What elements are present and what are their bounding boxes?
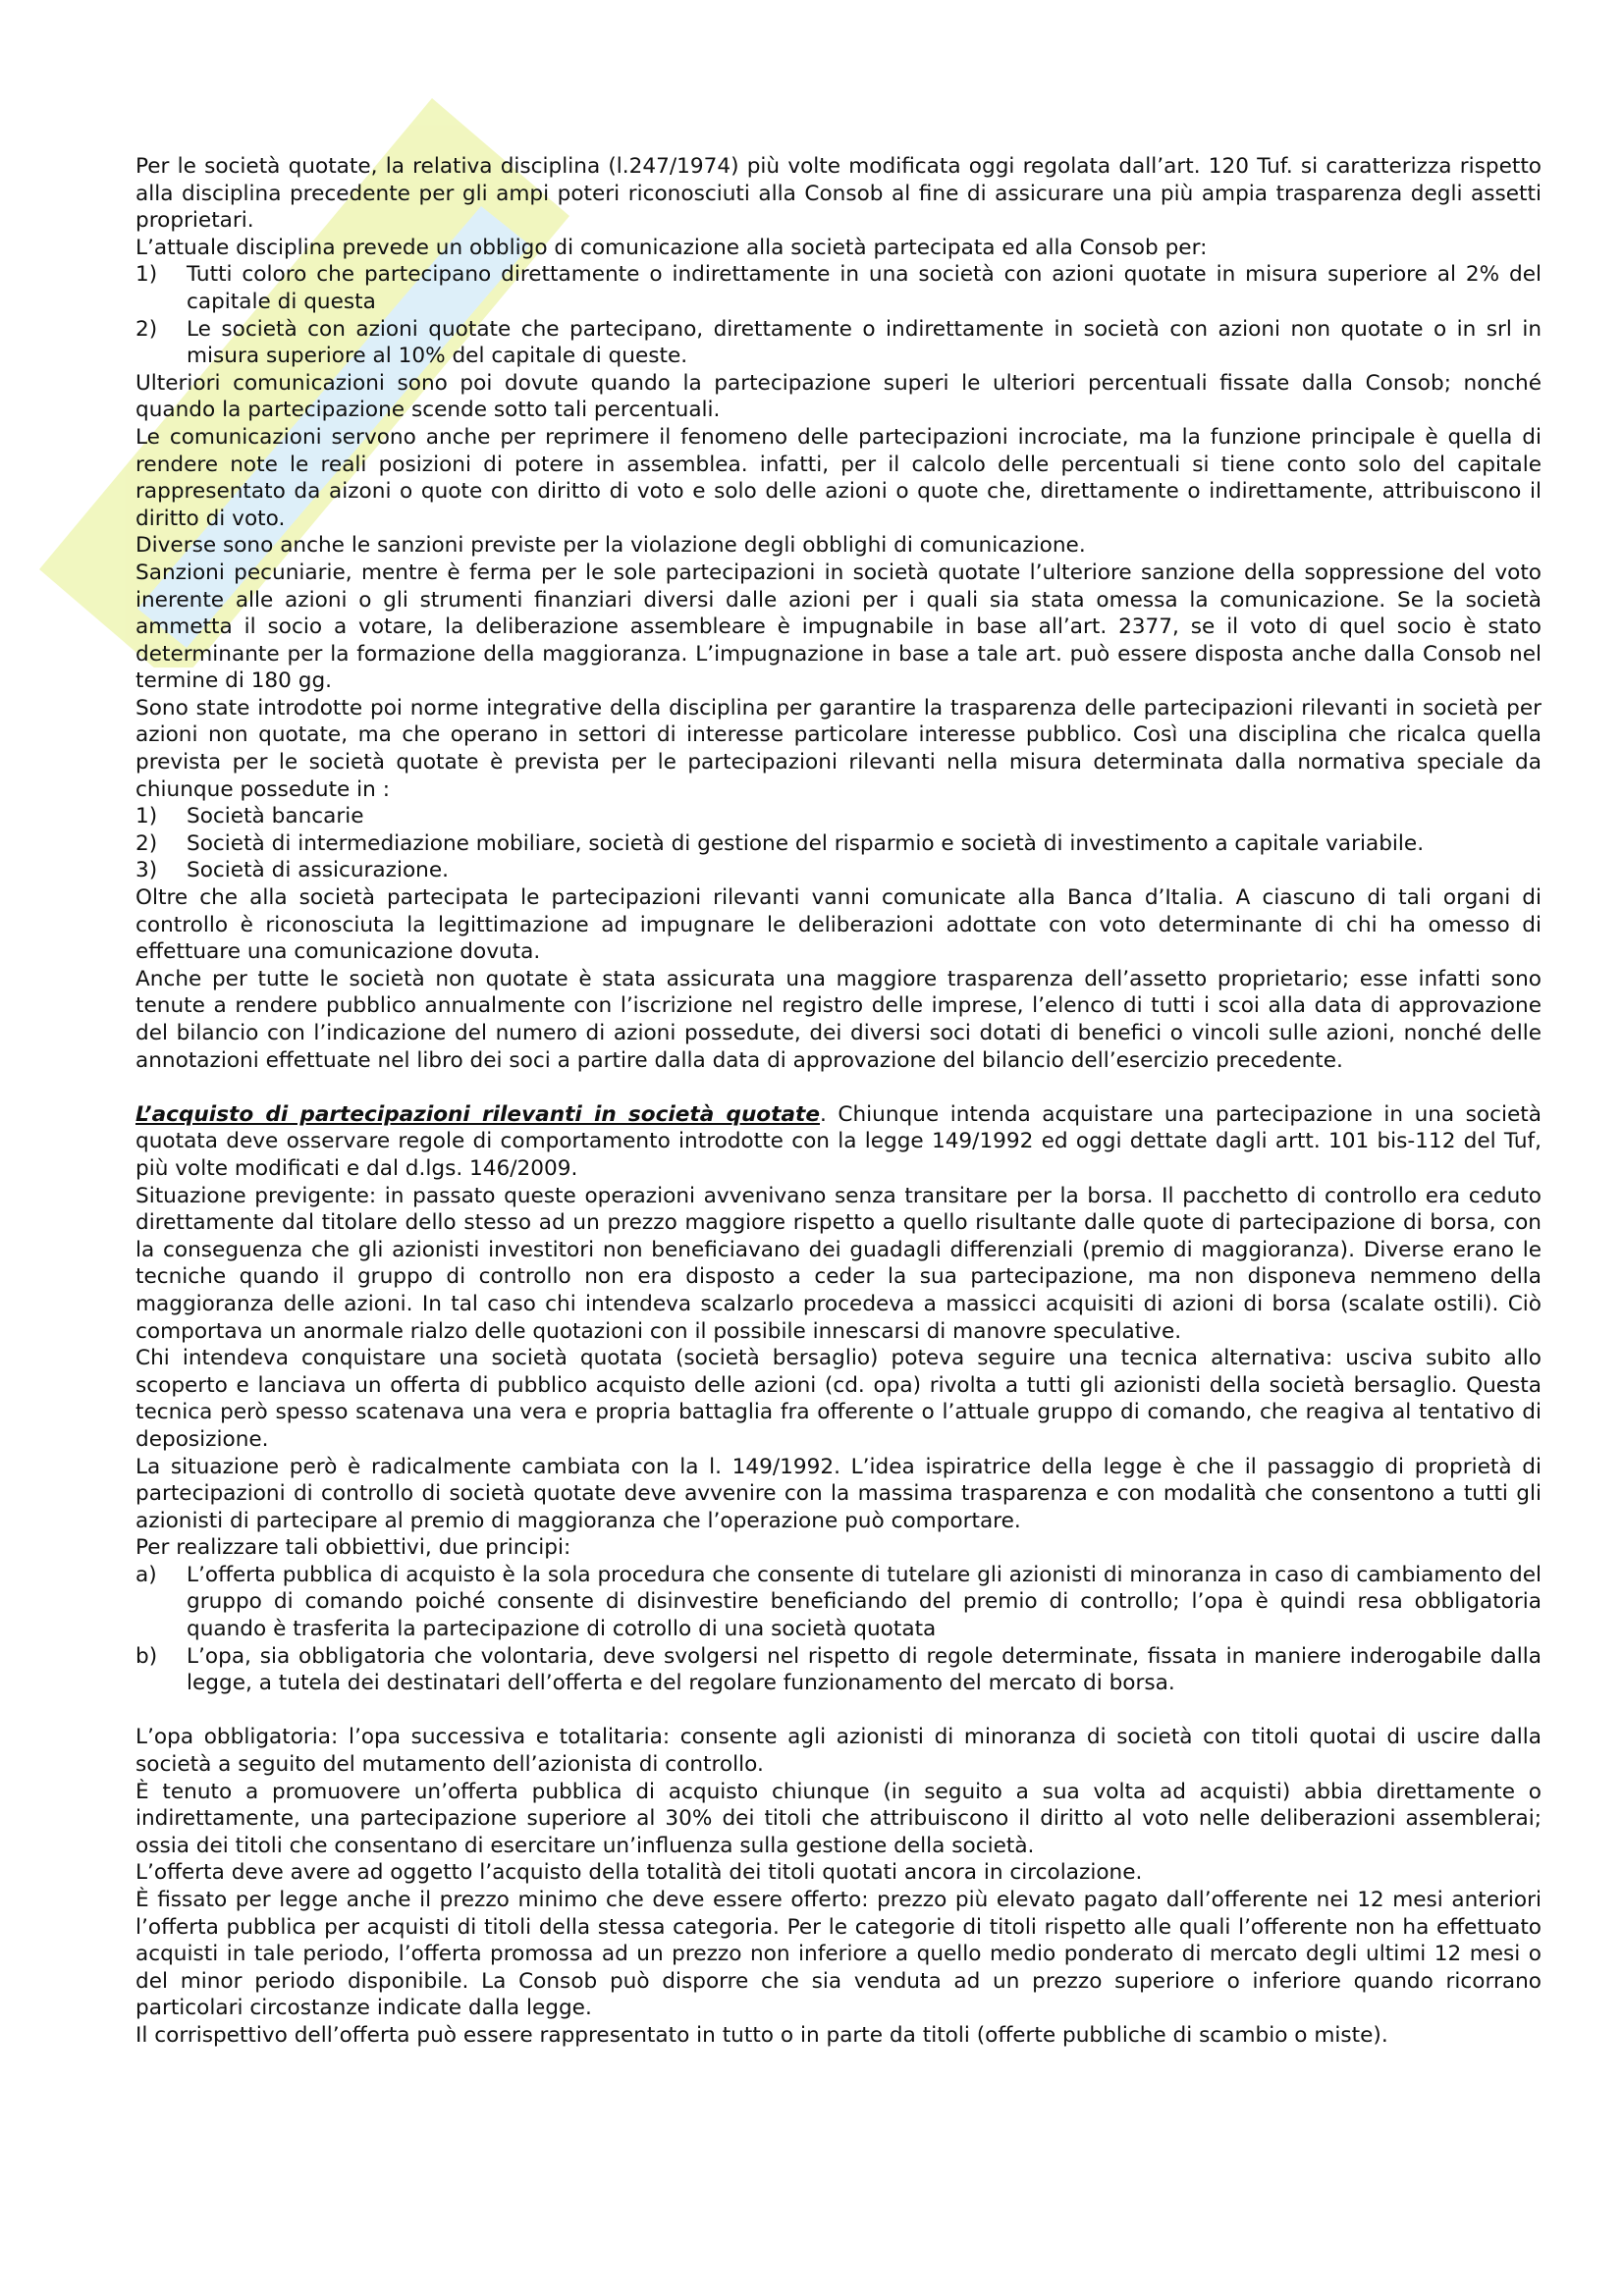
list-text: Tutti coloro che partecipano direttamente o indirettamente in una società con azioni quotate in misura superiore al 2% del capitale di questa <box>187 262 1542 314</box>
numbered-list <box>135 261 1542 369</box>
paragraph: Le comunicazioni servono anche per reprimere il fenomeno delle partecipazioni incrociate, ma la funzione principale è quella di rendere note le reali posizioni di potere in assemblea. infatti, per il calcolo delle percentuali si tiene conto solo del capitale rappresentato da aizoni o quote con diritto di voto e solo delle azioni o quote che, direttamente o indirettamente, attribuiscono il diritto di voto. <box>135 424 1542 531</box>
list-item <box>135 803 1542 830</box>
blank-line <box>135 1697 1542 1725</box>
list-text: L’offerta pubblica di acquisto è la sola procedura che consente di tutelare gli azionisti di minoranza in caso di cambiamento del gruppo di comando poiché consente di disinvestire beneficiando del premio di controllo; l’opa è quindi resa obbligatoria quando è trasferita la partecipazione di cotrollo di una società quotata <box>187 1562 1542 1642</box>
list-item <box>135 316 1542 370</box>
list-letter: a) <box>135 1562 157 1587</box>
paragraph: Il corrispettivo dell’offerta può essere rappresentato in tutto o in parte da titoli (offerte pubbliche di scambio o miste). <box>135 2022 1388 2048</box>
numbered-list <box>135 803 1542 884</box>
list-item <box>135 857 1542 884</box>
paragraph: L’opa obbligatoria: l’opa successiva e totalitaria: consente agli azionisti di minoranza di società con titoli quotai di uscire dalla società a seguito del mutamento dell’azionista di controllo. <box>135 1725 1542 1778</box>
list-text: Società di assicurazione. <box>187 858 449 883</box>
paragraph: Sono state introdotte poi norme integrative della disciplina per garantire la trasparenza delle partecipazioni rilevanti in società per azioni non quotate, ma che operano in settori di interesse particolare interesse pubblico. Così una disciplina che ricalca quella prevista per le società quotate è prevista per le partecipazioni rilevanti nella misura determinata dalla normativa speciale da chiunque possedute in : <box>135 695 1542 802</box>
paragraph <box>135 1101 1542 1183</box>
section-heading: L’acquisto di partecipazioni rilevanti in società quotate <box>135 1101 821 1127</box>
paragraph: Per realizzare tali obbiettivi, due principi: <box>135 1535 571 1561</box>
list-text: L’opa, sia obbligatoria che volontaria, deve svolgersi nel rispetto di regole determinate, fissata in maniere inderogabile dalla legge, a tutela dei destinatari dell’offerta e del regolare funzionamento del mercato di borsa. <box>187 1643 1542 1696</box>
paragraph: Anche per tutte le società non quotate è stata assicurata una maggiore trasparenza dell’assetto proprietario; esse infatti sono tenute a rendere pubblico annualmente con l’iscrizione nel registro delle imprese, l’elenco di tutti i scoi alla data di approvazione del bilancio con l’indicazione del numero di azioni possedute, dei diversi soci dotati di benefici o vincoli sulle azioni, nonché delle annotazioni effettuate nel libro dei soci a partire dalla data di approvazione del bilancio dell’esercizio precedente. <box>135 966 1542 1073</box>
paragraph: La situazione però è radicalmente cambiata con la l. 149/1992. L’idea ispiratrice della legge è che il passaggio di proprietà di partecipazioni di controllo di società quotate deve avvenire con la massima trasparenza e con modalità che consentono a tutti gli azionisti di partecipare al premio di maggioranza che l’operazione può comportare. <box>135 1454 1542 1533</box>
blank-line <box>135 1074 1542 1101</box>
list-text: Società di intermediazione mobiliare, società di gestione del risparmio e società di investimento a capitale variabile. <box>187 830 1425 856</box>
paragraph-text: . Chiunque intenda acquistare una partecipazione in una società quotata deve osservare regole di comportamento introdotte con la legge 149/1992 ed oggi dettate dagli artt. 101 bis-112 del Tuf, più volte modificati e dal d.lgs. 146/2009. <box>135 1101 1542 1181</box>
list-item <box>135 830 1542 858</box>
document-page <box>135 153 1542 2050</box>
list-number: 2) <box>135 316 158 342</box>
lettered-list <box>135 1562 1542 1697</box>
paragraph: Situazione previgente: in passato queste operazioni avvenivano senza transitare per la borsa. Il pacchetto di controllo era ceduto direttamente dal titolare dello stesso ad un prezzo maggiore rispetto a quello risultante dalle quote di partecipazione di borsa, con la conseguenza che gli azionisti investitori non beneficiavano dei guadagli differenziali (premio di maggioranza). Diverse erano le tecniche quando il gruppo di controllo non era disposto a ceder la sua partecipazione, ma non disponeva nemmeno della maggioranza delle azioni. In tal caso chi intendeva scalzarlo procedeva a massicci acquisiti di azioni di borsa (scalate ostili). Ciò comportava un anormale rialzo delle quotazioni con il possibile innescarsi di manovre speculative. <box>135 1183 1542 1344</box>
list-number: 1) <box>135 804 158 829</box>
paragraph: È tenuto a promuovere un’offerta pubblica di acquisto chiunque (in seguito a sua volta ad acquisti) abbia direttamente o indirettamente, una partecipazione superiore al 30% dei titoli che attribuiscono il diritto al voto nelle deliberazioni assemblerai; ossia dei titoli che consentano di esercitare un’influenza sulla gestione della società. <box>135 1779 1542 1858</box>
list-number: 3) <box>135 858 158 883</box>
paragraph: Ulteriori comunicazioni sono poi dovute quando la partecipazione superi le ulteriori percentuali fissate dalla Consob; nonché quando la partecipazione scende sotto tali percentuali. <box>135 370 1542 423</box>
list-number: 1) <box>135 262 158 288</box>
list-item <box>135 1643 1542 1697</box>
paragraph: È fissato per legge anche il prezzo minimo che deve essere offerto: prezzo più elevato pagato dall’offerente nei 12 mesi anteriori l’offerta pubblica per acquisti di titoli della stessa categoria. Per le categorie di titoli rispetto alle quali l’offerente non ha effettuato acquisti in tale periodo, l’offerta promossa ad un prezzo non inferiore a quello medio ponderato di mercato degli ultimi 12 mesi o del minor periodo disponibile. La Consob può disporre che sia venduta ad un prezzo superiore o inferiore quando ricorrano particolari circostanze indicate dalla legge. <box>135 1888 1542 2021</box>
list-letter: b) <box>135 1643 158 1669</box>
paragraph: Sanzioni pecuniarie, mentre è ferma per le sole partecipazioni in società quotate l’ulteriore sanzione della soppressione del voto inerente alle azioni o gli strumenti finanziari diversi dalle azioni per i quali sia stata omessa la comunicazione. Se la società ammetta il socio a votare, la deliberazione assembleare è impugnabile in base all’art. 2377, se il voto di quel socio è stato determinante per la formazione della maggioranza. L’impugnazione in base a tale art. può essere disposta anche dalla Consob nel termine di 180 gg. <box>135 560 1542 694</box>
paragraph: Oltre che alla società partecipata le partecipazioni rilevanti vanni comunicate alla Banca d’Italia. A ciascuno di tali organi di controllo è riconosciuta la legittimazione ad impugnare le deliberazioni adottate con voto determinante di chi ha omesso di effettuare una comunicazione dovuta. <box>135 885 1542 965</box>
list-item <box>135 261 1542 315</box>
paragraph: Chi intendeva conquistare una società quotata (società bersaglio) poteva seguire una tecnica alternativa: usciva subito allo scoperto e lanciava un offerta di pubblico acquisto delle azioni (cd. opa) rivolta a tutti gli azionisti della società bersaglio. Questa tecnica però spesso scatenava una vera e propria battaglia fra offerente o l’attuale gruppo di comando, che reagiva al tentativo di deposizione. <box>135 1346 1542 1452</box>
list-text: Società bancarie <box>187 804 364 829</box>
list-text: Le società con azioni quotate che partecipano, direttamente o indirettamente in società con azioni non quotate o in srl in misura superiore al 10% del capitale di queste. <box>187 316 1542 369</box>
paragraph: L’offerta deve avere ad oggetto l’acquisto della totalità dei titoli quotati ancora in circolazione. <box>135 1860 1143 1886</box>
list-number: 2) <box>135 830 158 856</box>
paragraph: L’attuale disciplina prevede un obbligo di comunicazione alla società partecipata ed alla Consob per: <box>135 235 1208 260</box>
list-item <box>135 1562 1542 1643</box>
paragraph: Diverse sono anche le sanzioni previste per la violazione degli obblighi di comunicazione. <box>135 533 1086 559</box>
paragraph: Per le società quotate, la relativa disciplina (l.247/1974) più volte modificata oggi regolata dall’art. 120 Tuf. si caratterizza rispetto alla disciplina precedente per gli ampi poteri riconosciuti alla Consob al fine di assicurare una più ampia trasparenza degli assetti proprietari. <box>135 154 1542 234</box>
